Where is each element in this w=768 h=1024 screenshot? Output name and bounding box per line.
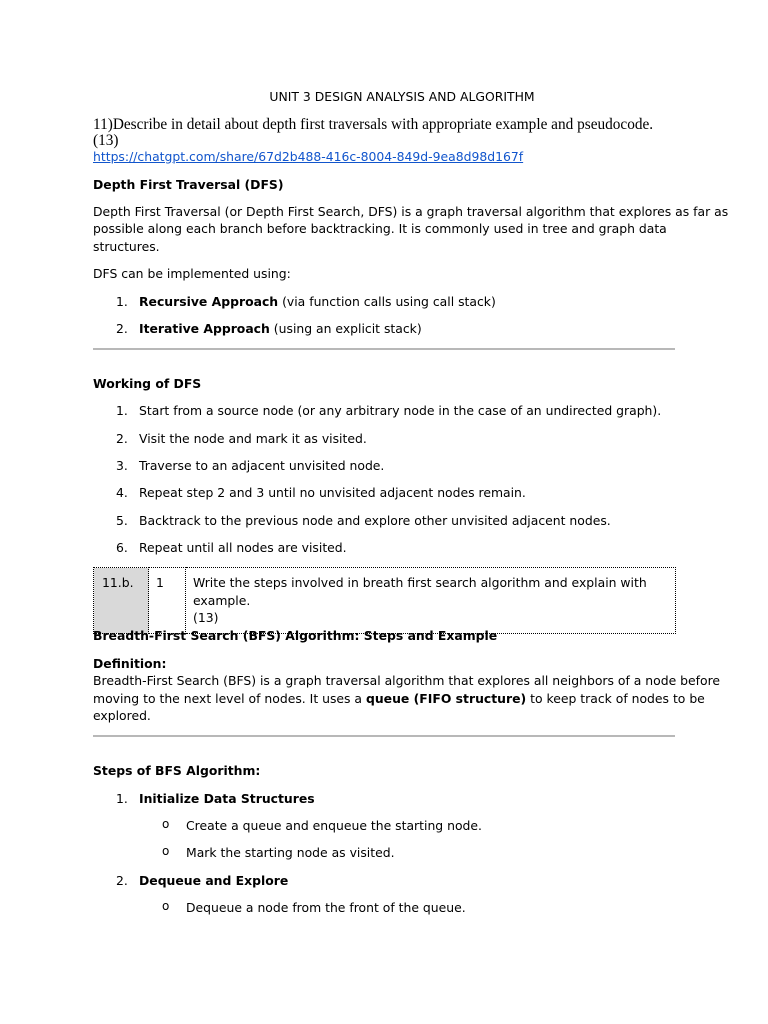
dfs-intro-line3: structures. bbox=[93, 239, 160, 254]
definition-label: Definition: bbox=[93, 656, 167, 671]
question-part-cell: 1 bbox=[149, 568, 186, 634]
queue-fifo-term: queue (FIFO structure) bbox=[365, 691, 527, 706]
step-title: Initialize Data Structures bbox=[139, 791, 315, 806]
bullet-icon: o bbox=[162, 817, 170, 831]
list-item: Repeat step 2 and 3 until no unvisited adjacent nodes remain. bbox=[139, 485, 526, 500]
step-number: 1. bbox=[116, 791, 128, 806]
list-item bbox=[139, 293, 496, 311]
step-number: 2. bbox=[116, 873, 128, 888]
list-item: Visit the node and mark it as visited. bbox=[139, 431, 367, 446]
bfs-definition-line1: Breadth-First Search (BFS) is a graph traversal algorithm that explores all neighbors of a node before bbox=[93, 673, 721, 688]
list-item: Backtrack to the previous node and explore other unvisited adjacent nodes. bbox=[139, 513, 611, 528]
step-number: 3. bbox=[116, 458, 128, 473]
approach-title: Iterative Approach bbox=[139, 321, 270, 336]
question-number-cell: 11.b. bbox=[94, 568, 149, 634]
bfs-steps-heading: Steps of BFS Algorithm: bbox=[93, 763, 261, 778]
definition-text: moving to the next level of nodes. It uses a bbox=[93, 691, 366, 706]
question-11-line1: 11)Describe in detail about depth first traversals with appropriate example and pseudocode. bbox=[93, 116, 654, 133]
question-table bbox=[93, 567, 676, 634]
working-of-dfs-heading: Working of DFS bbox=[93, 376, 202, 391]
bfs-definition-line3: explored. bbox=[93, 708, 151, 723]
horizontal-rule bbox=[93, 735, 675, 737]
horizontal-rule bbox=[93, 348, 675, 350]
page-title: UNIT 3 DESIGN ANALYSIS AND ALGORITHM bbox=[269, 89, 535, 104]
bfs-definition-line2 bbox=[93, 690, 705, 708]
list-item: Traverse to an adjacent unvisited node. bbox=[139, 458, 385, 473]
definition-text: to keep track of nodes to be bbox=[526, 691, 705, 706]
approach-number: 1. bbox=[116, 294, 128, 309]
dfs-intro-line2: possible along each branch before backtracking. It is commonly used in tree and graph data bbox=[93, 221, 667, 236]
step-number: 2. bbox=[116, 431, 128, 446]
list-item: Mark the starting node as visited. bbox=[186, 845, 395, 860]
list-item: Dequeue a node from the front of the queue. bbox=[186, 900, 466, 915]
step-number: 5. bbox=[116, 513, 128, 528]
approach-description: (using an explicit stack) bbox=[269, 321, 422, 336]
approach-description: (via function calls using call stack) bbox=[278, 294, 496, 309]
approach-number: 2. bbox=[116, 321, 128, 336]
question-text-cell bbox=[186, 568, 676, 634]
question-11b-line2: (13) bbox=[193, 610, 219, 625]
list-item: Repeat until all nodes are visited. bbox=[139, 540, 347, 555]
step-number: 6. bbox=[116, 540, 128, 555]
list-item: Start from a source node (or any arbitrary node in the case of an undirected graph). bbox=[139, 403, 662, 418]
bullet-icon: o bbox=[162, 899, 170, 913]
list-item bbox=[139, 320, 422, 338]
step-number: 4. bbox=[116, 485, 128, 500]
question-11-marks: (13) bbox=[93, 132, 119, 149]
table-row bbox=[94, 568, 676, 634]
step-title: Dequeue and Explore bbox=[139, 873, 289, 888]
dfs-implementation-intro: DFS can be implemented using: bbox=[93, 266, 291, 281]
bullet-icon: o bbox=[162, 844, 170, 858]
approach-title: Recursive Approach bbox=[139, 294, 279, 309]
chatgpt-share-link[interactable]: https://chatgpt.com/share/67d2b488-416c-8004-849d-9ea8d98d167f bbox=[93, 149, 524, 164]
dfs-intro-line1: Depth First Traversal (or Depth First Search, DFS) is a graph traversal algorithm that explores as far as bbox=[93, 204, 729, 219]
dfs-heading: Depth First Traversal (DFS) bbox=[93, 177, 284, 192]
question-11b-line1: Write the steps involved in breath first search algorithm and explain with example. bbox=[193, 575, 647, 608]
list-item: Create a queue and enqueue the starting node. bbox=[186, 818, 482, 833]
bfs-heading: Breadth-First Search (BFS) Algorithm: Steps and Example bbox=[93, 628, 498, 643]
step-number: 1. bbox=[116, 403, 128, 418]
